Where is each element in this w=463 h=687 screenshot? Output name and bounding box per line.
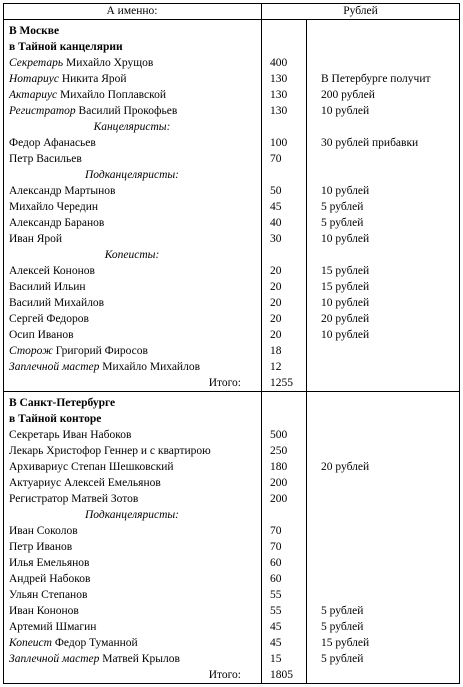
person-name <box>9 651 259 667</box>
salary-value: 100 <box>270 137 288 149</box>
person-fullname: Александр Баранов <box>9 217 105 229</box>
salary-note: 10 рублей <box>321 329 370 341</box>
person-fullname: Осип Иванов <box>9 329 74 341</box>
table-row <box>3 343 460 359</box>
person-fullname: Иван Ярой <box>9 233 63 245</box>
salary-value: 12 <box>270 361 282 373</box>
person-fullname: Василий Прокофьев <box>78 105 178 117</box>
salary-value: 500 <box>270 429 288 441</box>
person-role: Сторож <box>9 345 53 357</box>
person-fullname: Петр Иванов <box>9 541 73 553</box>
salary-value: 60 <box>270 557 282 569</box>
person-fullname: Федор Афанасьев <box>9 137 96 149</box>
salary-note: 20 рублей <box>321 313 370 325</box>
person-fullname: Никита Ярой <box>61 73 127 85</box>
salary-value: 70 <box>270 525 282 537</box>
person-fullname: Артемий Шмагин <box>9 621 97 633</box>
table-row <box>3 295 460 311</box>
total-label: Итого: <box>208 377 241 389</box>
salary-value: 130 <box>270 89 288 101</box>
person-name <box>9 231 259 247</box>
table-row <box>3 119 460 135</box>
table-row <box>3 359 460 375</box>
person-name <box>9 539 259 555</box>
section-title-row <box>3 23 460 39</box>
salary-value: 20 <box>270 265 282 277</box>
table-row <box>3 215 460 231</box>
person-name <box>9 103 259 119</box>
person-name <box>9 635 259 651</box>
group-label: Подканцеляристы: <box>84 169 179 181</box>
person-fullname: Петр Васильев <box>9 153 82 165</box>
salary-value: 45 <box>270 201 282 213</box>
total-value: 1805 <box>270 669 293 681</box>
salary-value: 60 <box>270 573 282 585</box>
table-row <box>3 103 460 119</box>
table-row <box>3 667 460 683</box>
salary-note: 15 рублей <box>321 637 370 649</box>
salary-value: 18 <box>270 345 282 357</box>
table-row <box>3 87 460 103</box>
person-fullname: Секретарь Иван Набоков <box>9 429 132 441</box>
table-row <box>3 651 460 667</box>
table-row <box>3 151 460 167</box>
table-row <box>3 231 460 247</box>
salary-value: 70 <box>270 153 282 165</box>
person-name <box>9 215 259 231</box>
table-row <box>3 539 460 555</box>
salary-value: 15 <box>270 653 282 665</box>
person-name <box>9 603 259 619</box>
person-fullname: Василий Ильин <box>9 281 86 293</box>
person-fullname: Григорий Фиросов <box>55 345 148 357</box>
salary-value: 200 <box>270 493 288 505</box>
person-role: Регистратор <box>9 105 76 117</box>
salary-value: 45 <box>270 637 282 649</box>
table-row <box>3 279 460 295</box>
salary-value: 130 <box>270 105 288 117</box>
salary-value: 70 <box>270 541 282 553</box>
person-name <box>9 555 259 571</box>
person-fullname: Илья Емельянов <box>9 557 90 569</box>
total-value: 1255 <box>270 377 293 389</box>
section-title: В Санкт-Петербурге <box>9 397 116 409</box>
salary-value: 250 <box>270 445 288 457</box>
salary-note: 30 рублей прибавки <box>321 137 419 149</box>
person-name <box>9 523 259 539</box>
person-fullname: Матвей Крылов <box>102 653 180 665</box>
person-fullname: Михайло Поплавской <box>60 89 167 101</box>
section-title: в Тайной канцелярии <box>9 41 123 53</box>
person-name <box>9 311 259 327</box>
table-row <box>3 587 460 603</box>
person-fullname: Архивариус Степан Шешковский <box>9 461 174 473</box>
salary-value: 50 <box>270 185 282 197</box>
salary-note: 20 рублей <box>321 461 370 473</box>
person-name <box>9 71 259 87</box>
salary-value: 400 <box>270 57 288 69</box>
person-name <box>9 491 259 507</box>
salary-value: 55 <box>270 589 282 601</box>
table-row <box>3 183 460 199</box>
salary-note: 10 рублей <box>321 297 370 309</box>
salary-table <box>3 3 460 684</box>
person-name <box>9 87 259 103</box>
header-rule <box>3 19 460 20</box>
section-title-row <box>3 39 460 55</box>
salary-value: 40 <box>270 217 282 229</box>
table-row <box>3 247 460 263</box>
person-name <box>9 571 259 587</box>
salary-note: В Петербурге получит <box>321 73 431 85</box>
salary-value: 55 <box>270 605 282 617</box>
person-role: Секретарь <box>9 57 64 69</box>
person-fullname: Василий Михайлов <box>9 297 105 309</box>
salary-value: 180 <box>270 461 288 473</box>
person-name <box>9 475 259 491</box>
table-row <box>3 571 460 587</box>
person-fullname: Михайло Михайлов <box>102 361 201 373</box>
salary-value: 130 <box>270 73 288 85</box>
person-fullname: Сергей Федоров <box>9 313 89 325</box>
header-right: Рублей <box>343 5 378 17</box>
table-row <box>3 311 460 327</box>
salary-value: 20 <box>270 281 282 293</box>
table-row <box>3 619 460 635</box>
section-title: В Москве <box>9 25 60 37</box>
person-role: Актариус <box>9 89 58 101</box>
salary-value: 200 <box>270 477 288 489</box>
person-name <box>9 443 259 459</box>
section-title-row <box>3 411 460 427</box>
table-row <box>3 427 460 443</box>
person-fullname: Иван Соколов <box>9 525 78 537</box>
person-name <box>9 183 259 199</box>
salary-note: 15 рублей <box>321 265 370 277</box>
salary-note: 5 рублей <box>321 605 364 617</box>
person-fullname: Андрей Набоков <box>9 573 91 585</box>
person-name <box>9 427 259 443</box>
person-name <box>9 135 259 151</box>
salary-value: 30 <box>270 233 282 245</box>
group-label: Копеисты: <box>104 249 160 261</box>
person-fullname: Регистратор Матвей Зотов <box>9 493 139 505</box>
section-title-row <box>3 395 460 411</box>
salary-note: 5 рублей <box>321 621 364 633</box>
salary-note: 5 рублей <box>321 217 364 229</box>
person-fullname: Ульян Степанов <box>9 589 88 601</box>
person-name <box>9 327 259 343</box>
salary-note: 10 рублей <box>321 185 370 197</box>
table-row <box>3 375 460 391</box>
table-row <box>3 199 460 215</box>
person-fullname: Михайло Чередин <box>9 201 99 213</box>
person-name <box>9 151 259 167</box>
person-role: Копеист <box>9 637 52 649</box>
salary-note: 5 рублей <box>321 201 364 213</box>
group-label: Канцеляристы: <box>93 121 171 133</box>
salary-note: 5 рублей <box>321 653 364 665</box>
table-row <box>3 55 460 71</box>
person-name <box>9 343 259 359</box>
person-fullname: Александр Мартынов <box>9 185 116 197</box>
table-row <box>3 603 460 619</box>
table-row <box>3 167 460 183</box>
person-name <box>9 459 259 475</box>
table-row <box>3 135 460 151</box>
salary-note: 10 рублей <box>321 233 370 245</box>
person-fullname: Федор Туманной <box>54 637 138 649</box>
total-label: Итого: <box>208 669 241 681</box>
person-role: Нотариус <box>9 73 59 85</box>
person-name <box>9 619 259 635</box>
salary-value: 45 <box>270 621 282 633</box>
table-row <box>3 523 460 539</box>
person-fullname: Актуариус Алексей Емельянов <box>9 477 161 489</box>
table-row <box>3 507 460 523</box>
table-row <box>3 475 460 491</box>
person-name <box>9 359 259 375</box>
person-name <box>9 295 259 311</box>
table-row <box>3 71 460 87</box>
person-name <box>9 279 259 295</box>
table-row <box>3 635 460 651</box>
salary-note: 200 рублей <box>321 89 375 101</box>
person-name <box>9 199 259 215</box>
section-rule <box>3 391 460 392</box>
table-row <box>3 443 460 459</box>
person-fullname: Михайло Хрущов <box>66 57 154 69</box>
person-fullname: Алексей Кононов <box>9 265 95 277</box>
table-row <box>3 555 460 571</box>
person-fullname: Иван Кононов <box>9 605 79 617</box>
table-row <box>3 459 460 475</box>
group-label: Подканцеляристы: <box>84 509 179 521</box>
person-fullname: Лекарь Христофор Геннер и с квартирою <box>9 445 211 457</box>
person-role: Заплечной мастер <box>9 653 100 665</box>
table-row <box>3 327 460 343</box>
salary-value: 20 <box>270 329 282 341</box>
person-role: Заплечной мастер <box>9 361 100 373</box>
table-row <box>3 263 460 279</box>
header-left: А именно: <box>106 5 158 17</box>
person-name <box>9 55 259 71</box>
salary-note: 10 рублей <box>321 105 370 117</box>
table-row <box>3 491 460 507</box>
section-title: в Тайной конторе <box>9 413 102 425</box>
salary-note: 15 рублей <box>321 281 370 293</box>
salary-value: 20 <box>270 313 282 325</box>
person-name <box>9 587 259 603</box>
person-name <box>9 263 259 279</box>
salary-value: 20 <box>270 297 282 309</box>
